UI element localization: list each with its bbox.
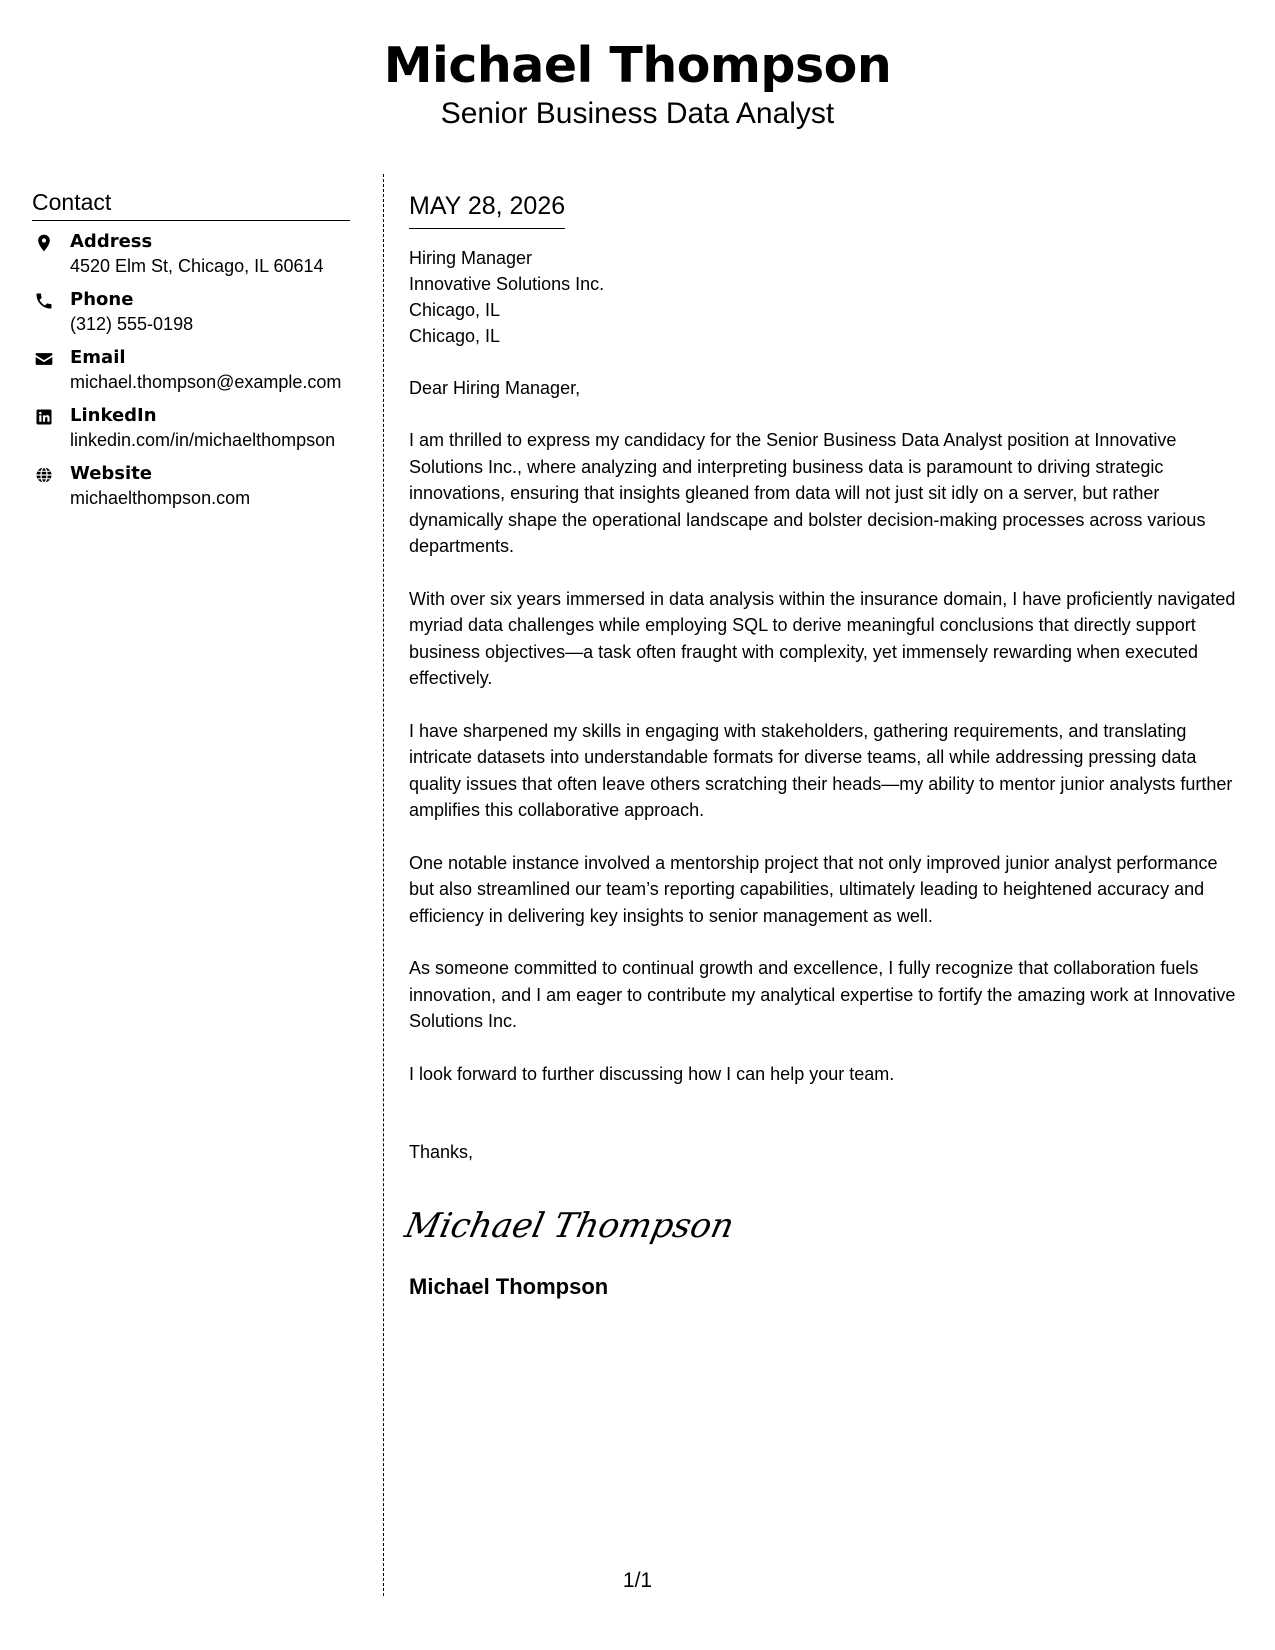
salutation: Dear Hiring Manager, bbox=[409, 378, 581, 398]
recipient-block bbox=[409, 245, 1247, 349]
contact-label: Phone bbox=[70, 289, 134, 310]
applicant-title: Senior Business Data Analyst bbox=[440, 97, 835, 130]
body-paragraph: One notable instance involved a mentorship project that not only improved junior analyst performance but also streamlined our team’s reporting capabilities, ultimately leading to heightened accuracy and efficiency in delivering key insights to senior management as well. bbox=[409, 852, 1218, 926]
applicant-name: Michael Thompson bbox=[383, 37, 892, 94]
contact-item-linkedin bbox=[32, 404, 350, 453]
body-paragraph: I am thrilled to express my candidacy for the Senior Business Data Analyst position at Innovative Solutions Inc., where analyzing and interpreting business data is paramount to driving strategic innovations, ensuring that insights gleaned from data will not just sit idly on a server, but rather dynamically shape the operational landscape and bolster decision-making processes across various departments. bbox=[409, 430, 1206, 556]
linkedin-value[interactable]: linkedin.com/in/michaelthompson bbox=[70, 430, 336, 450]
contact-list bbox=[32, 230, 350, 511]
phone-value: (312) 555-0198 bbox=[70, 314, 194, 334]
linkedin-icon bbox=[32, 404, 70, 427]
contact-label: LinkedIn bbox=[70, 405, 157, 426]
letter-header bbox=[0, 36, 1275, 132]
phone-icon bbox=[32, 288, 70, 311]
column-divider bbox=[383, 174, 384, 1596]
svg-text:Michael Thompson: Michael Thompson bbox=[401, 1206, 738, 1246]
envelope-icon bbox=[32, 346, 70, 369]
recipient-line: Hiring Manager bbox=[409, 248, 533, 268]
body-paragraph: With over six years immersed in data analysis within the insurance domain, I have proficiently navigated myriad data challenges while employing SQL to derive meaningful conclusions that directly support business objectives—a task often fraught with complexity, yet immensely rewarding when executed effectively. bbox=[409, 588, 1236, 688]
handwritten-signature bbox=[401, 1201, 1247, 1251]
contact-label: Email bbox=[70, 347, 126, 368]
contact-item-website bbox=[32, 462, 350, 511]
recipient-line: Chicago, IL bbox=[409, 300, 501, 320]
letter-body bbox=[401, 190, 1247, 1301]
page-number: 1/1 bbox=[622, 1569, 653, 1592]
contact-label: Website bbox=[70, 463, 153, 484]
signer-name: Michael Thompson bbox=[409, 1274, 609, 1299]
contact-item-email bbox=[32, 346, 350, 395]
recipient-line: Innovative Solutions Inc. bbox=[409, 274, 605, 294]
globe-icon bbox=[32, 462, 70, 485]
recipient-line: Chicago, IL bbox=[409, 326, 501, 346]
address-value: 4520 Elm St, Chicago, IL 60614 bbox=[70, 256, 324, 276]
website-value[interactable]: michaelthompson.com bbox=[70, 488, 251, 508]
contact-heading: Contact bbox=[32, 188, 350, 221]
contact-item-address bbox=[32, 230, 350, 279]
contact-item-phone bbox=[32, 288, 350, 337]
contact-sidebar bbox=[32, 188, 350, 511]
body-paragraph: As someone committed to continual growth and excellence, I fully recognize that collaboration fuels innovation, and I am eager to contribute my analytical expertise to fortify the amazing work at Innovative Solutions Inc. bbox=[409, 958, 1236, 1031]
body-paragraph: I look forward to further discussing how I can help your team. bbox=[409, 1063, 895, 1084]
letter-date: MAY 28, 2026 bbox=[409, 190, 565, 229]
email-value[interactable]: michael.thompson@example.com bbox=[70, 372, 342, 392]
contact-label: Address bbox=[70, 231, 153, 252]
closing: Thanks, bbox=[409, 1142, 474, 1162]
map-pin-icon bbox=[32, 230, 70, 253]
body-paragraph: I have sharpened my skills in engaging with stakeholders, gathering requirements, and translating intricate datasets into understandable formats for diverse teams, all while addressing pressing data quality issues that often leave others scratching their heads—my ability to mentor junior analysts further amplifies this collaborative approach. bbox=[409, 720, 1233, 820]
